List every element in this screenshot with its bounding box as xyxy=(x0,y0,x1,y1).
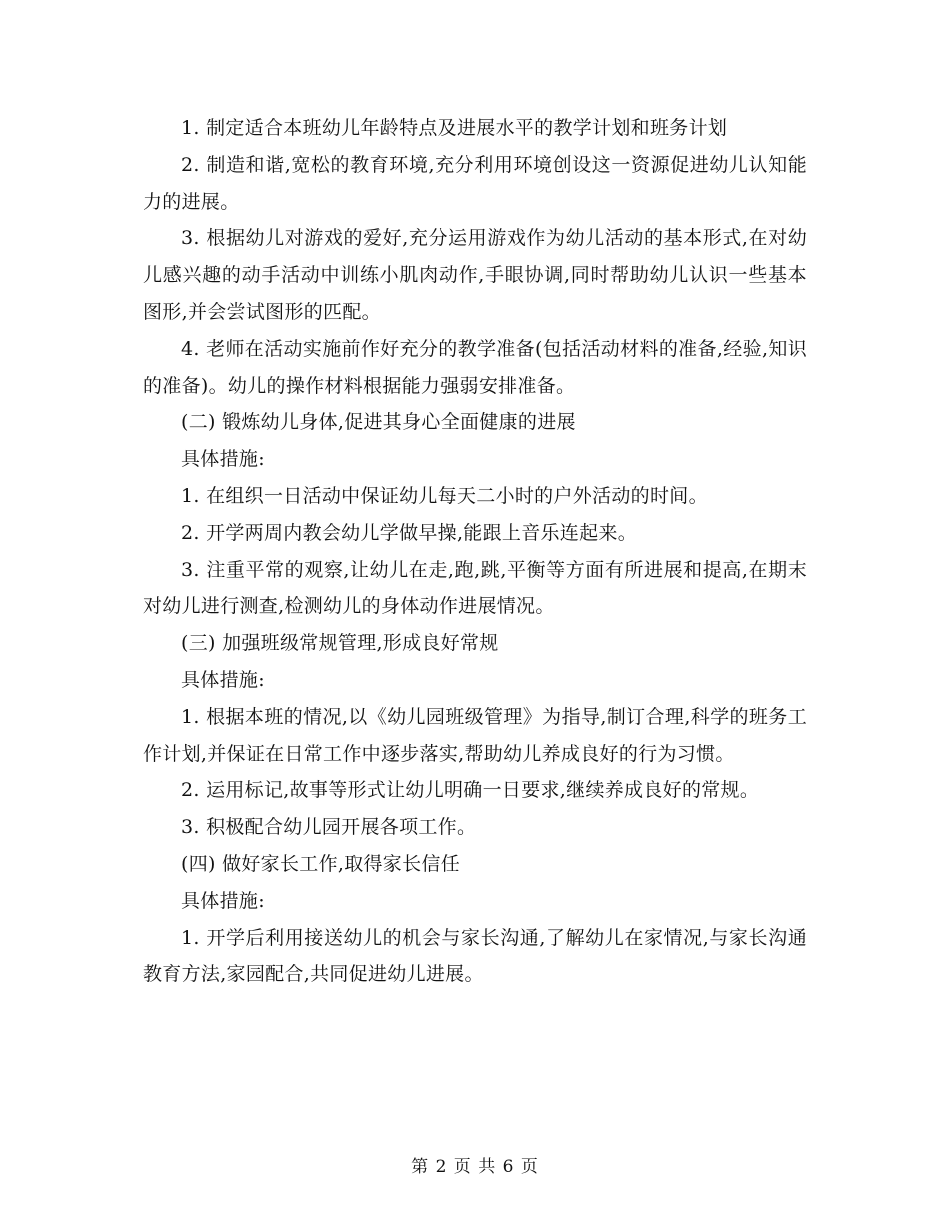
paragraph-goal-1: 1. 制定适合本班幼儿年龄特点及进展水平的教学计划和班务计划 xyxy=(181,117,728,139)
paragraph-measure-3-1: 1. 根据本班的情况,以《幼儿园班级管理》为指导,制订合理,科学的班务工作计划,并保证在日常工作中逐步落实,帮助幼儿养成良好的行为习惯。 xyxy=(143,705,807,765)
section-heading-2: (二) 锻炼幼儿身体,促进其身心全面健康的进展 xyxy=(181,411,576,434)
page-footer: 第 2 页 共 6 页 xyxy=(411,1157,539,1177)
section-heading-3: (三) 加强班级常规管理,形成良好常规 xyxy=(181,632,499,655)
paragraph-measure-3-2: 2. 运用标记,故事等形式让幼儿明确一日要求,继续养成良好的常规。 xyxy=(181,779,760,802)
paragraph-goal-4: 4. 老师在活动实施前作好充分的教学准备(包括活动材料的准备,经验,知识的准备)。幼儿的操作材料根据能力强弱安排准备。 xyxy=(143,337,807,397)
paragraph-measure-2-3: 3. 注重平常的观察,让幼儿在走,跑,跳,平衡等方面有所进展和提高,在期末对幼儿进行测查,检测幼儿的身体动作进展情况。 xyxy=(143,558,807,618)
section-heading-4: (四) 做好家长工作,取得家长信任 xyxy=(181,852,461,875)
paragraph-measure-3-3: 3. 积极配合幼儿园开展各项工作。 xyxy=(181,816,477,839)
measures-label: 具体措施: xyxy=(181,668,265,691)
measures-label: 具体措施: xyxy=(181,448,265,471)
document-body xyxy=(143,110,807,993)
measures-label: 具体措施: xyxy=(181,889,265,912)
paragraph-measure-2-1: 1. 在组织一日活动中保证幼儿每天二小时的户外活动的时间。 xyxy=(181,484,708,507)
paragraph-measure-4-1: 1. 开学后利用接送幼儿的机会与家长沟通,了解幼儿在家情况,与家长沟通教育方法,家园配合,共同促进幼儿进展。 xyxy=(143,926,807,986)
paragraph-goal-2: 2. 制造和谐,宽松的教育环境,充分利用环境创设这一资源促进幼儿认知能力的进展。 xyxy=(143,153,807,213)
paragraph-measure-2-2: 2. 开学两周内教会幼儿学做早操,能跟上音乐连起来。 xyxy=(181,521,638,544)
paragraph-goal-3: 3. 根据幼儿对游戏的爱好,充分运用游戏作为幼儿活动的基本形式,在对幼儿感兴趣的动手活动中训练小肌肉动作,手眼协调,同时帮助幼儿认识一些基本图形,并会尝试图形的匹配。 xyxy=(143,227,807,323)
